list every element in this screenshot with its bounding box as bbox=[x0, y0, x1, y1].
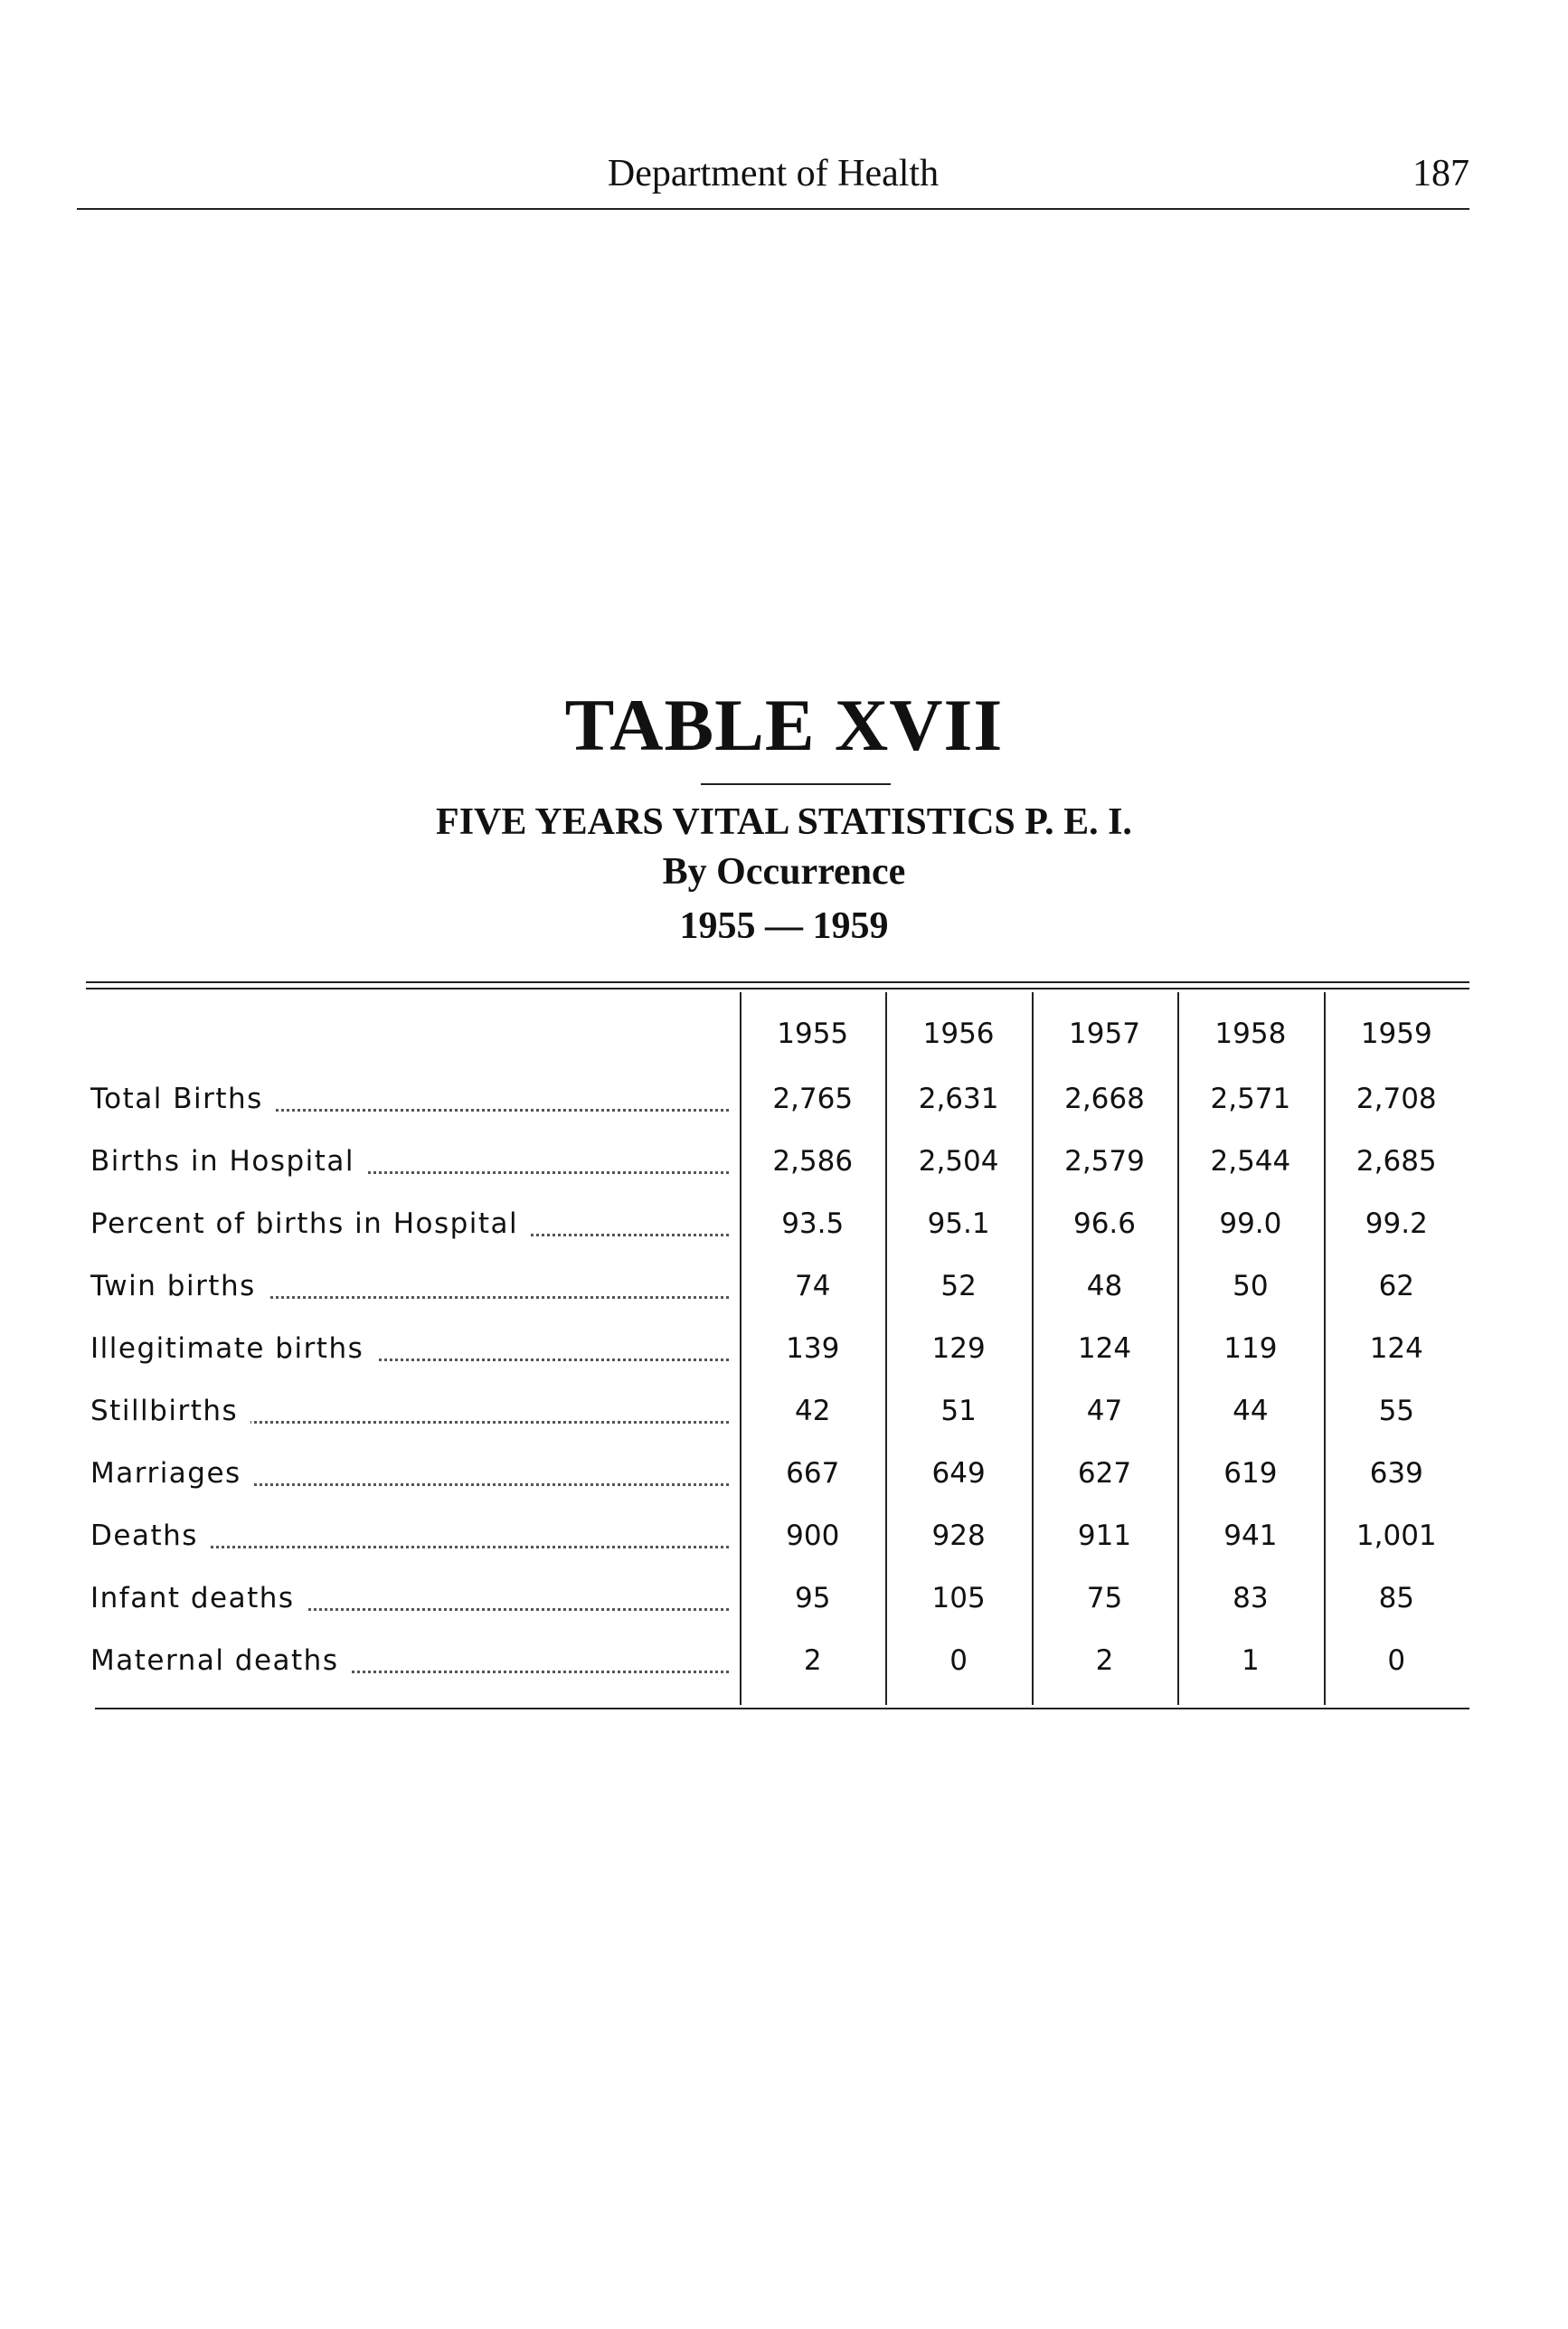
table-header-row bbox=[90, 999, 1469, 1067]
table-cell: 1 bbox=[1242, 1643, 1260, 1677]
table-row bbox=[90, 1254, 1469, 1317]
row-label-cell bbox=[90, 1067, 740, 1130]
subtitle-line-3: 1955 — 1959 bbox=[679, 905, 889, 947]
table-cell: 55 bbox=[1378, 1394, 1415, 1427]
table-cell: 93.5 bbox=[781, 1207, 845, 1240]
table-cell: 2,544 bbox=[1210, 1144, 1291, 1178]
table-cell: 74 bbox=[794, 1269, 831, 1302]
table-row bbox=[90, 1067, 1469, 1130]
table-cell: 2,579 bbox=[1064, 1144, 1145, 1178]
table-cell: 139 bbox=[786, 1331, 840, 1365]
table-cell: 119 bbox=[1223, 1331, 1278, 1365]
page-number: 187 bbox=[1412, 153, 1469, 194]
table-cell: 44 bbox=[1233, 1394, 1269, 1427]
table-cell: 124 bbox=[1369, 1331, 1423, 1365]
table-cell: 83 bbox=[1233, 1581, 1269, 1614]
subtitle-line-1: FIVE YEARS VITAL STATISTICS P. E. I. bbox=[436, 801, 1132, 843]
row-label-cell bbox=[90, 1629, 740, 1691]
row-label-cell bbox=[90, 1317, 740, 1379]
row-label-cell bbox=[90, 1379, 740, 1442]
table-cell: 627 bbox=[1077, 1456, 1132, 1490]
table-cell: 95.1 bbox=[927, 1207, 990, 1240]
table-cell: 105 bbox=[931, 1581, 986, 1614]
table-cell: 95 bbox=[794, 1581, 831, 1614]
table-cell: 911 bbox=[1077, 1519, 1132, 1552]
table-cell: 85 bbox=[1378, 1581, 1415, 1614]
column-header-year: 1957 bbox=[1069, 1017, 1140, 1050]
row-label: Marriages bbox=[90, 1457, 254, 1490]
row-label-cell bbox=[90, 1504, 740, 1567]
table-row bbox=[90, 1567, 1469, 1629]
table-cell: 129 bbox=[931, 1331, 986, 1365]
table-cell: 639 bbox=[1369, 1456, 1423, 1490]
table-cell: 928 bbox=[931, 1519, 986, 1552]
row-label: Percent of births in Hospital bbox=[90, 1207, 531, 1240]
table-cell: 2,668 bbox=[1064, 1082, 1145, 1115]
running-title: Department of Health bbox=[607, 153, 940, 194]
table-cell: 99.0 bbox=[1219, 1207, 1282, 1240]
table-cell: 42 bbox=[794, 1394, 831, 1427]
row-label: Births in Hospital bbox=[90, 1145, 367, 1178]
table-title: TABLE XVII bbox=[564, 684, 1004, 766]
row-label: Twin births bbox=[90, 1270, 269, 1302]
table-top-rule bbox=[86, 981, 1469, 989]
table-cell: 50 bbox=[1233, 1269, 1269, 1302]
table-cell: 62 bbox=[1378, 1269, 1415, 1302]
table-cell: 619 bbox=[1223, 1456, 1278, 1490]
row-label-cell bbox=[90, 1442, 740, 1504]
table-cell: 48 bbox=[1086, 1269, 1123, 1302]
row-label: Deaths bbox=[90, 1520, 211, 1552]
table-cell: 2,685 bbox=[1355, 1144, 1437, 1178]
row-label: Stillbirths bbox=[90, 1395, 250, 1427]
table-cell: 2,586 bbox=[772, 1144, 854, 1178]
table-cell: 99.2 bbox=[1365, 1207, 1428, 1240]
row-label: Maternal deaths bbox=[90, 1644, 351, 1677]
table-cell: 2 bbox=[1095, 1643, 1114, 1677]
column-header-year: 1956 bbox=[922, 1017, 995, 1050]
table-bottom-rule bbox=[95, 1708, 1469, 1709]
table-row bbox=[90, 1442, 1469, 1504]
table-cell: 1,001 bbox=[1355, 1519, 1437, 1552]
row-label: Illegitimate births bbox=[90, 1332, 376, 1365]
row-label-cell bbox=[90, 1192, 740, 1254]
table-cell: 2,571 bbox=[1210, 1082, 1291, 1115]
page-header bbox=[77, 136, 1469, 210]
table-cell: 2,765 bbox=[772, 1082, 854, 1115]
row-label-cell bbox=[90, 1567, 740, 1629]
subtitle-line-2: By Occurrence bbox=[662, 851, 906, 893]
row-label-cell bbox=[90, 1254, 740, 1317]
row-label: Infant deaths bbox=[90, 1582, 307, 1614]
column-header-year: 1955 bbox=[777, 1017, 849, 1050]
table-cell: 0 bbox=[1387, 1643, 1406, 1677]
table-row bbox=[90, 1317, 1469, 1379]
table-row bbox=[90, 1379, 1469, 1442]
title-rule bbox=[701, 783, 891, 785]
table-cell: 2 bbox=[803, 1643, 822, 1677]
table-row bbox=[90, 1504, 1469, 1567]
row-label-cell bbox=[90, 1130, 740, 1192]
table-cell: 2,708 bbox=[1355, 1082, 1437, 1115]
table-cell: 941 bbox=[1223, 1519, 1278, 1552]
table-cell: 667 bbox=[786, 1456, 840, 1490]
table-cell: 75 bbox=[1086, 1581, 1123, 1614]
table-row bbox=[90, 1192, 1469, 1254]
table-cell: 649 bbox=[931, 1456, 986, 1490]
table-cell: 124 bbox=[1077, 1331, 1132, 1365]
table-cell: 47 bbox=[1086, 1394, 1123, 1427]
table-cell: 52 bbox=[940, 1269, 977, 1302]
table-row bbox=[90, 1629, 1469, 1691]
table-cell: 51 bbox=[940, 1394, 977, 1427]
header-blank-cell bbox=[90, 999, 740, 1067]
table-cell: 900 bbox=[786, 1519, 840, 1552]
table-cell: 2,504 bbox=[918, 1144, 999, 1178]
table-cell: 0 bbox=[949, 1643, 968, 1677]
row-label: Total Births bbox=[90, 1083, 276, 1115]
column-header-year: 1959 bbox=[1360, 1017, 1432, 1050]
table-row bbox=[90, 1130, 1469, 1192]
vital-statistics-table bbox=[90, 999, 1469, 1691]
column-header-year: 1958 bbox=[1214, 1017, 1287, 1050]
table-cell: 2,631 bbox=[918, 1082, 999, 1115]
table-cell: 96.6 bbox=[1072, 1207, 1136, 1240]
